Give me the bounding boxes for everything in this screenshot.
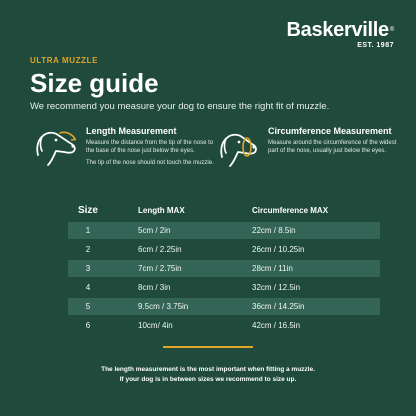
size-table: [68, 200, 380, 334]
cell-circumference: 36cm / 14.25in: [252, 302, 305, 311]
cell-size: 5: [85, 302, 91, 311]
table-row: [68, 298, 380, 315]
cell-circumference: 28cm / 11in: [252, 264, 293, 273]
accent-divider: [163, 346, 253, 348]
cell-length: 8cm / 3in: [138, 283, 171, 292]
cell-size: 6: [85, 321, 91, 330]
dog-circumference-icon: [212, 125, 262, 169]
cell-length: 5cm / 2in: [138, 226, 171, 235]
table-row: [68, 260, 380, 277]
cell-length: 7cm / 2.75in: [138, 264, 182, 273]
length-heading: Length Measurement: [86, 126, 177, 136]
length-measurement-section: [30, 125, 220, 169]
footer-note: [0, 365, 416, 385]
table-header: [68, 200, 380, 220]
length-description: Measure the distance from the tip of the nose to the base of the nose just below the eyes.: [86, 140, 214, 154]
cell-size: 2: [85, 245, 91, 254]
cell-length: 10cm/ 4in: [138, 321, 173, 330]
circumference-heading: Circumference Measurement: [268, 126, 392, 136]
cell-size: 1: [85, 226, 91, 235]
intro-text: We recommend you measure your dog to ensure the right fit of muzzle.: [30, 101, 330, 112]
table-row: [68, 317, 380, 334]
table-row: [68, 241, 380, 258]
circumference-measurement-section: [212, 125, 402, 169]
cell-length: 9.5cm / 3.75in: [138, 302, 189, 311]
brand-name-text: Baskerville: [286, 19, 389, 41]
circumference-description: Measure around the circumference of the widest part of the nose, usually just below the eyes.: [268, 140, 397, 154]
length-note: The tip of the nose should not touch the muzzle.: [86, 160, 214, 166]
footer-line-2: If your dog is in between sizes we recommend to size up.: [119, 376, 297, 383]
cell-size: 4: [85, 283, 91, 292]
dog-length-icon: [30, 125, 80, 169]
product-eyebrow: ULTRA MUZZLE: [30, 56, 99, 65]
footer-line-1: The length measurement is the most important when fitting a muzzle.: [101, 366, 315, 373]
header-length: Length MAX: [138, 205, 185, 215]
table-row: [68, 222, 380, 239]
cell-length: 6cm / 2.25in: [138, 245, 182, 254]
brand-logo: [287, 20, 394, 49]
cell-circumference: 42cm / 16.5in: [252, 321, 301, 330]
page-title: Size guide: [30, 68, 159, 98]
registered-mark: ®: [389, 27, 394, 33]
table-row: [68, 279, 380, 296]
cell-circumference: 22cm / 8.5in: [252, 226, 296, 235]
header-size: Size: [77, 204, 98, 216]
cell-circumference: 26cm / 10.25in: [252, 245, 305, 254]
cell-size: 3: [85, 264, 91, 273]
brand-established: EST. 1987: [357, 42, 394, 49]
brand-name: [287, 20, 394, 40]
header-circumference: Circumference MAX: [252, 205, 329, 215]
cell-circumference: 32cm / 12.5in: [252, 283, 301, 292]
